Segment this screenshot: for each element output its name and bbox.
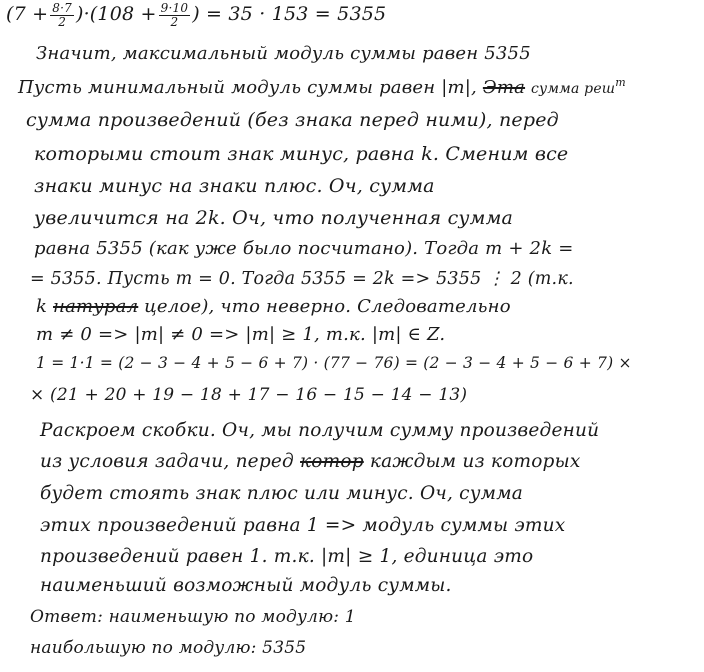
fraction-denominator: 2 — [170, 14, 179, 29]
crossed-out-word: натурал — [53, 296, 139, 317]
text-line: Раскроем скобки. Оч, мы получим сумму произведений — [40, 420, 600, 441]
text-line: наименьший возможный модуль суммы. — [40, 575, 452, 596]
text-line: равна 5355 (как уже было посчитано). Тогда m + 2k = — [34, 238, 574, 259]
fraction-numerator: 9·10 — [160, 1, 189, 15]
expression-part: ) = 35 · 153 = 5355 — [192, 3, 387, 26]
text-line: которыми стоит знак минус, равна k. Сменим все — [34, 143, 569, 165]
text-line: × (21 + 20 + 19 − 18 + 17 − 16 − 15 − 14 − 13) — [30, 385, 468, 405]
line-text: Пусть минимальный модуль суммы равен |m|, — [18, 77, 477, 98]
expression-line — [6, 2, 386, 28]
text-line: увеличится на 2k. Оч, что полученная сумма — [34, 207, 514, 229]
line-text-after: сумма реш — [530, 81, 616, 97]
text-line: произведений равен 1. т.к. |m| ≥ 1, единица это — [40, 546, 534, 567]
text-line: Значит, максимальный модуль суммы равен 5355 — [36, 43, 531, 64]
fraction-denominator: 2 — [58, 14, 67, 29]
text-line: сумма произведений (без знака перед ними), перед — [26, 109, 559, 131]
text-line: этих произведений равна 1 => модуль суммы этих — [40, 515, 566, 536]
text-line — [40, 451, 580, 472]
fraction-numerator: 8·7 — [52, 1, 72, 15]
crossed-out-word: Эта — [482, 77, 526, 98]
crossed-out-word: котор — [300, 451, 364, 472]
fraction — [50, 2, 74, 28]
text-line: 1 = 1·1 = (2 − 3 − 4 + 5 − 6 + 7) · (77 − 76) = (2 − 3 − 4 + 5 − 6 + 7) × — [36, 354, 632, 372]
line-text: k — [36, 296, 48, 317]
answer-line: Ответ: наименьшую по модулю: 1 — [30, 607, 356, 627]
margin-note: m — [615, 76, 626, 89]
text-line: знаки минус на знаки плюс. Оч, сумма — [34, 175, 435, 197]
answer-line: наибольшую по модулю: 5355 — [30, 638, 307, 658]
fraction — [159, 2, 191, 28]
text-line — [18, 76, 626, 98]
text-line: m ≠ 0 => |m| ≠ 0 => |m| ≥ 1, т.к. |m| ∈ Z. — [36, 324, 446, 345]
line-text-after: каждым из которых — [369, 451, 581, 472]
expression-part: (7 + — [6, 3, 49, 26]
line-text: из условия задачи, перед — [40, 451, 294, 472]
line-text-after: целое), что неверно. Следовательно — [144, 296, 511, 317]
text-line: = 5355. Пусть m = 0. Тогда 5355 = 2k => 5355 ⋮ 2 (т.к. — [30, 269, 574, 289]
expression-part: )·(108 + — [75, 3, 157, 26]
text-line: будет стоять знак плюс или минус. Оч, сумма — [40, 483, 523, 504]
text-line — [36, 296, 511, 317]
